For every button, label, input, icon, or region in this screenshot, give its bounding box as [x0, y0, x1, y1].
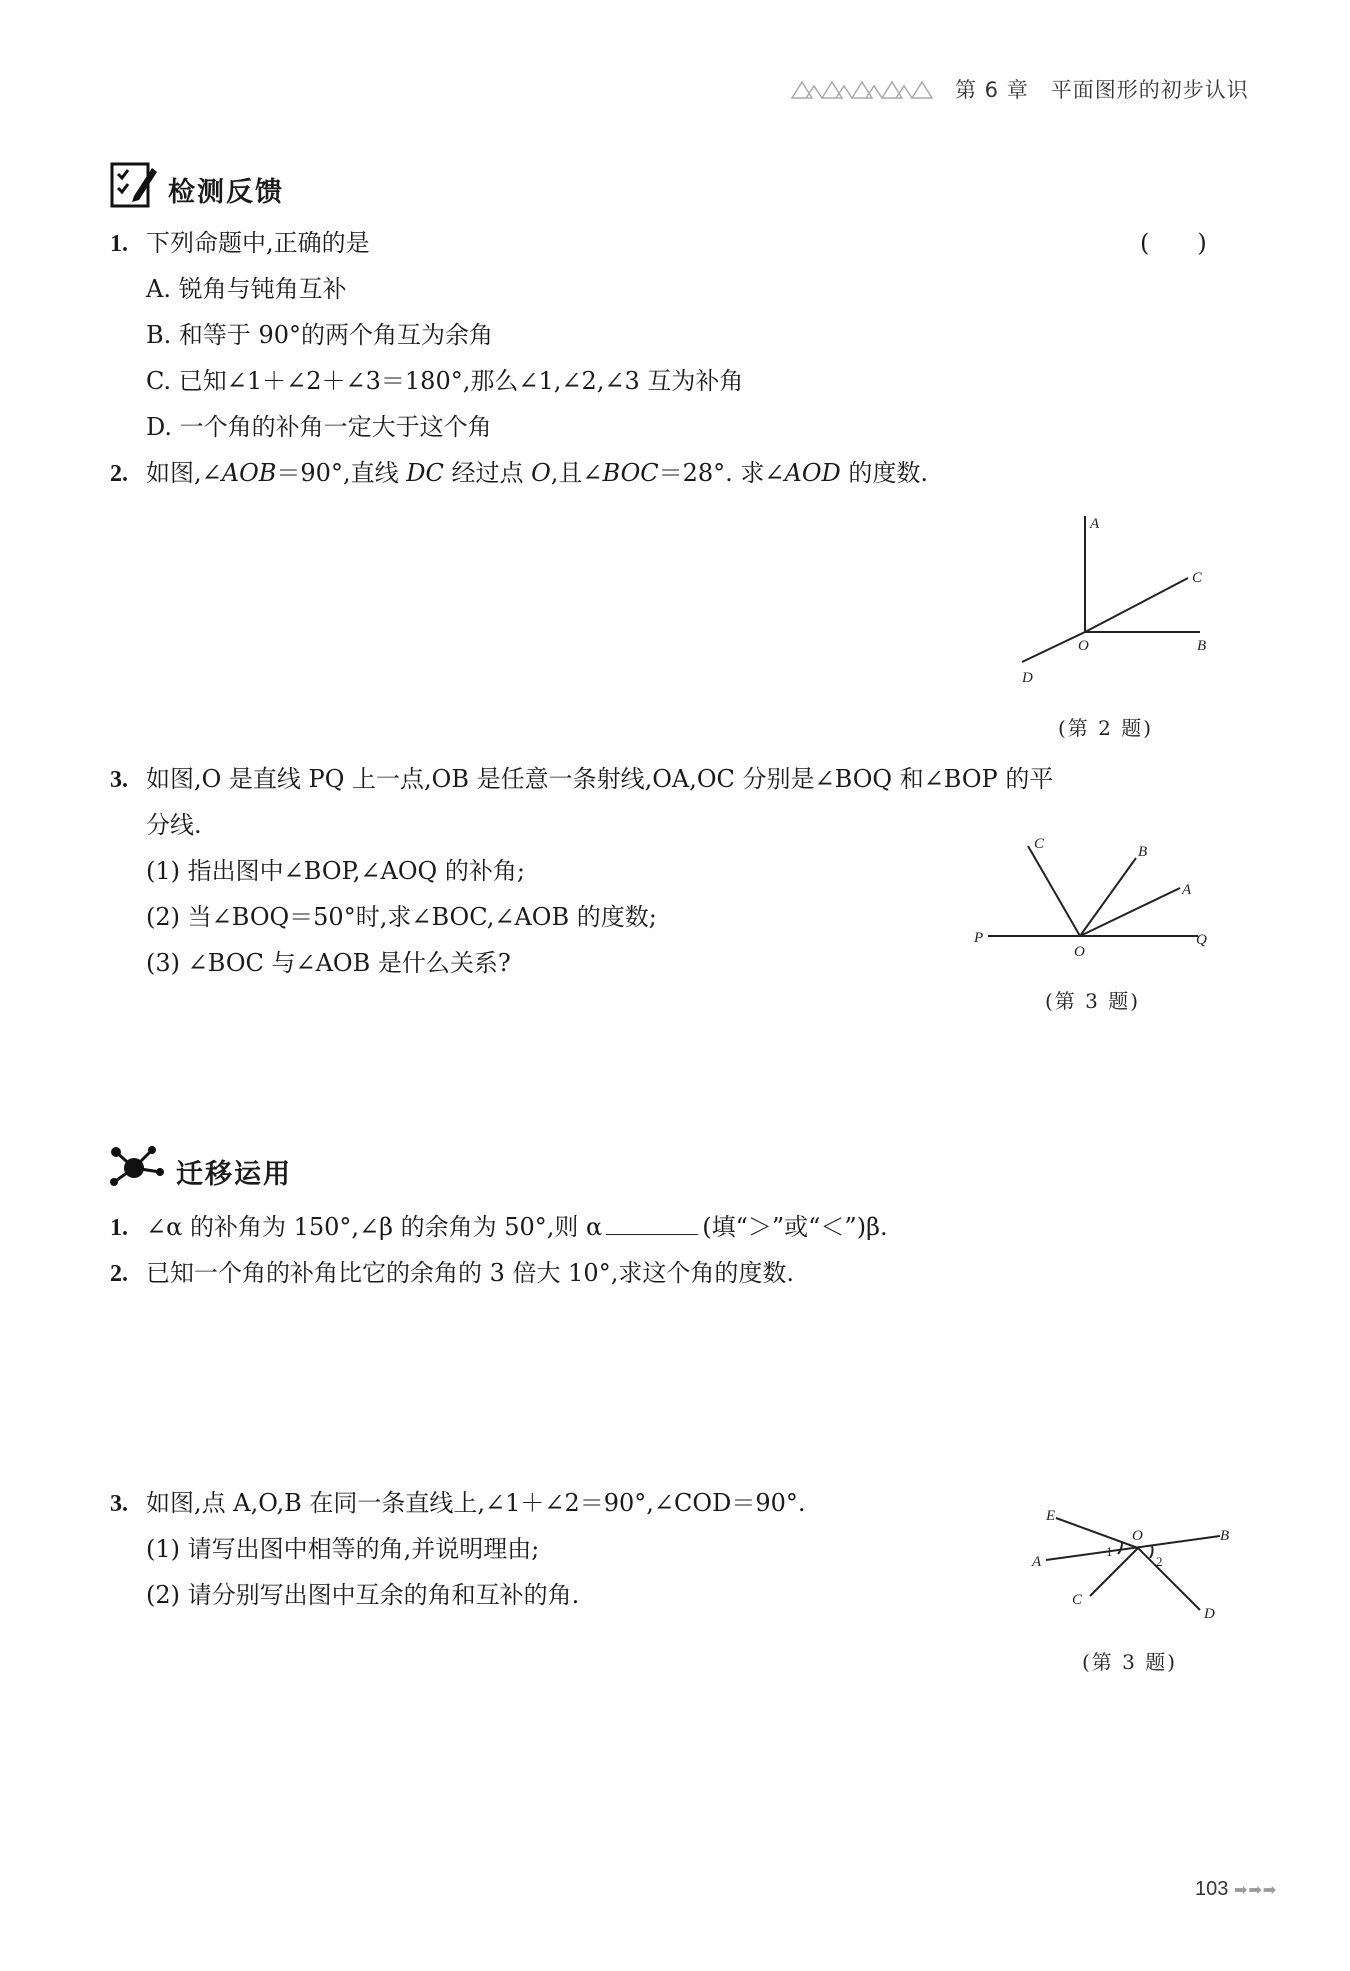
label-angle-2: 2 — [1156, 1554, 1163, 1569]
transfer-q3-sub2: (2) 请分别写出图中互余的角和互补的角. — [146, 1581, 580, 1609]
transfer-q2 — [110, 1256, 794, 1291]
option-c: C. 已知∠1＋∠2＋∠3＝180°,那么∠1,∠2,∠3 互为补角 — [146, 367, 744, 395]
feedback-q1 — [110, 226, 370, 261]
ray-od — [1138, 1548, 1200, 1610]
label-a: A — [1032, 1554, 1042, 1570]
label-c: C — [1034, 836, 1045, 852]
answer-parentheses: ( ) — [1140, 229, 1207, 257]
angle-1-arc — [1118, 1542, 1122, 1554]
label-q: Q — [1196, 932, 1207, 948]
q2-angle-boc: BOC — [602, 459, 659, 487]
feedback-q2 — [110, 456, 928, 491]
question-number: 1. — [110, 231, 128, 257]
angle-2-arc — [1150, 1546, 1153, 1558]
q3-text: 如图,点 A,O,B 在同一条直线上,∠1＋∠2＝90°,∠COD＝90°. — [146, 1489, 806, 1517]
option-d: D. 一个角的补角一定大于这个角 — [146, 413, 492, 441]
answer-blank[interactable] — [606, 1212, 698, 1235]
q1-text: (填“＞”或“＜”)β. — [702, 1213, 888, 1241]
feedback-q3-line1 — [110, 762, 1053, 797]
label-o: O — [1132, 1528, 1143, 1544]
question-number: 2. — [110, 1261, 128, 1287]
label-b: B — [1220, 1528, 1230, 1544]
label-b: B — [1197, 638, 1207, 654]
q3-sub3: (3) ∠BOC 与∠AOB 是什么关系? — [146, 949, 511, 977]
label-a: A — [1182, 882, 1192, 898]
question-number: 2. — [110, 461, 128, 487]
q2-angle-aob: AOB — [221, 459, 277, 487]
triangles-ornament-icon — [790, 78, 940, 100]
section-title-transfer: 迁移运用 — [176, 1159, 292, 1190]
question-number: 3. — [110, 767, 128, 793]
question-text: 下列命题中,正确的是 — [146, 229, 370, 257]
ray-ob — [1080, 858, 1136, 936]
section-title-feedback: 检测反馈 — [168, 177, 284, 208]
q2-text: ＝90°,直线 — [276, 459, 407, 487]
q2-text: ,且∠ — [550, 459, 603, 487]
ray-oc — [1028, 846, 1080, 936]
ray-od — [1022, 632, 1085, 662]
q2-text: 如图,∠ — [146, 459, 222, 487]
label-b: B — [1138, 844, 1148, 860]
figure-q2 — [1010, 510, 1230, 690]
q3-sub1: (1) 指出图中∠BOP,∠AOQ 的补角; — [146, 857, 525, 885]
transfer-q3-sub1: (1) 请写出图中相等的角,并说明理由; — [146, 1535, 540, 1563]
caption-transfer-q3: (第 3 题) — [1082, 1650, 1178, 1674]
q2-text: 的度数. — [840, 459, 929, 487]
label-o: O — [1078, 638, 1089, 654]
page-number-text: 103 — [1195, 1878, 1229, 1900]
q3-text: 如图,O 是直线 PQ 上一点,OB 是任意一条射线,OA,OC 分别是∠BOQ 和∠BOP 的平 — [146, 765, 1054, 793]
arrows-icon: ➡➡➡ — [1233, 1882, 1278, 1899]
q3-sub2: (2) 当∠BOQ＝50°时,求∠BOC,∠AOB 的度数; — [146, 903, 657, 931]
label-d: D — [1022, 670, 1033, 686]
label-d: D — [1204, 1606, 1215, 1622]
option-b: B. 和等于 90°的两个角互为余角 — [146, 321, 494, 349]
label-p: P — [974, 930, 984, 946]
figure-q3 — [968, 828, 1218, 963]
label-angle-1: 1 — [1106, 1544, 1113, 1559]
page-header — [0, 0, 1350, 120]
feedback-q3-line2: 分线. — [146, 811, 202, 839]
option-a: A. 锐角与钝角互补 — [146, 275, 347, 303]
q2-angle-aod: AOD — [784, 459, 841, 487]
question-number: 3. — [110, 1491, 128, 1517]
caption-q3: (第 3 题) — [1045, 989, 1141, 1013]
label-c: C — [1192, 570, 1203, 586]
label-c: C — [1072, 1592, 1083, 1608]
label-a: A — [1090, 516, 1100, 532]
molecule-icon — [106, 1142, 166, 1192]
label-o: O — [1074, 944, 1085, 960]
ray-oc — [1085, 578, 1188, 632]
transfer-q3 — [110, 1486, 806, 1521]
label-e: E — [1046, 1508, 1056, 1524]
q1-text: ∠α 的补角为 150°,∠β 的余角为 50°,则 α — [146, 1213, 603, 1241]
chapter-title: 第 6 章 平面图形的初步认识 — [955, 78, 1249, 102]
q2-line-dc: DC — [406, 459, 444, 487]
ray-oa — [1080, 888, 1180, 936]
figure-transfer-q3 — [1028, 1496, 1238, 1626]
transfer-q1 — [110, 1210, 888, 1245]
ray-oe — [1056, 1518, 1138, 1548]
question-number: 1. — [110, 1215, 128, 1241]
caption-q2: (第 2 题) — [1058, 716, 1154, 740]
q2-text: 经过点 — [443, 459, 532, 487]
q2-point-o: O — [531, 459, 551, 487]
ray-oc — [1090, 1548, 1138, 1596]
q2-text: 已知一个角的补角比它的余角的 3 倍大 10°,求这个角的度数. — [146, 1259, 794, 1287]
page-number — [1195, 1878, 1277, 1901]
q2-text: ＝28°. 求∠ — [658, 459, 785, 487]
checklist-pencil-icon — [110, 160, 158, 210]
